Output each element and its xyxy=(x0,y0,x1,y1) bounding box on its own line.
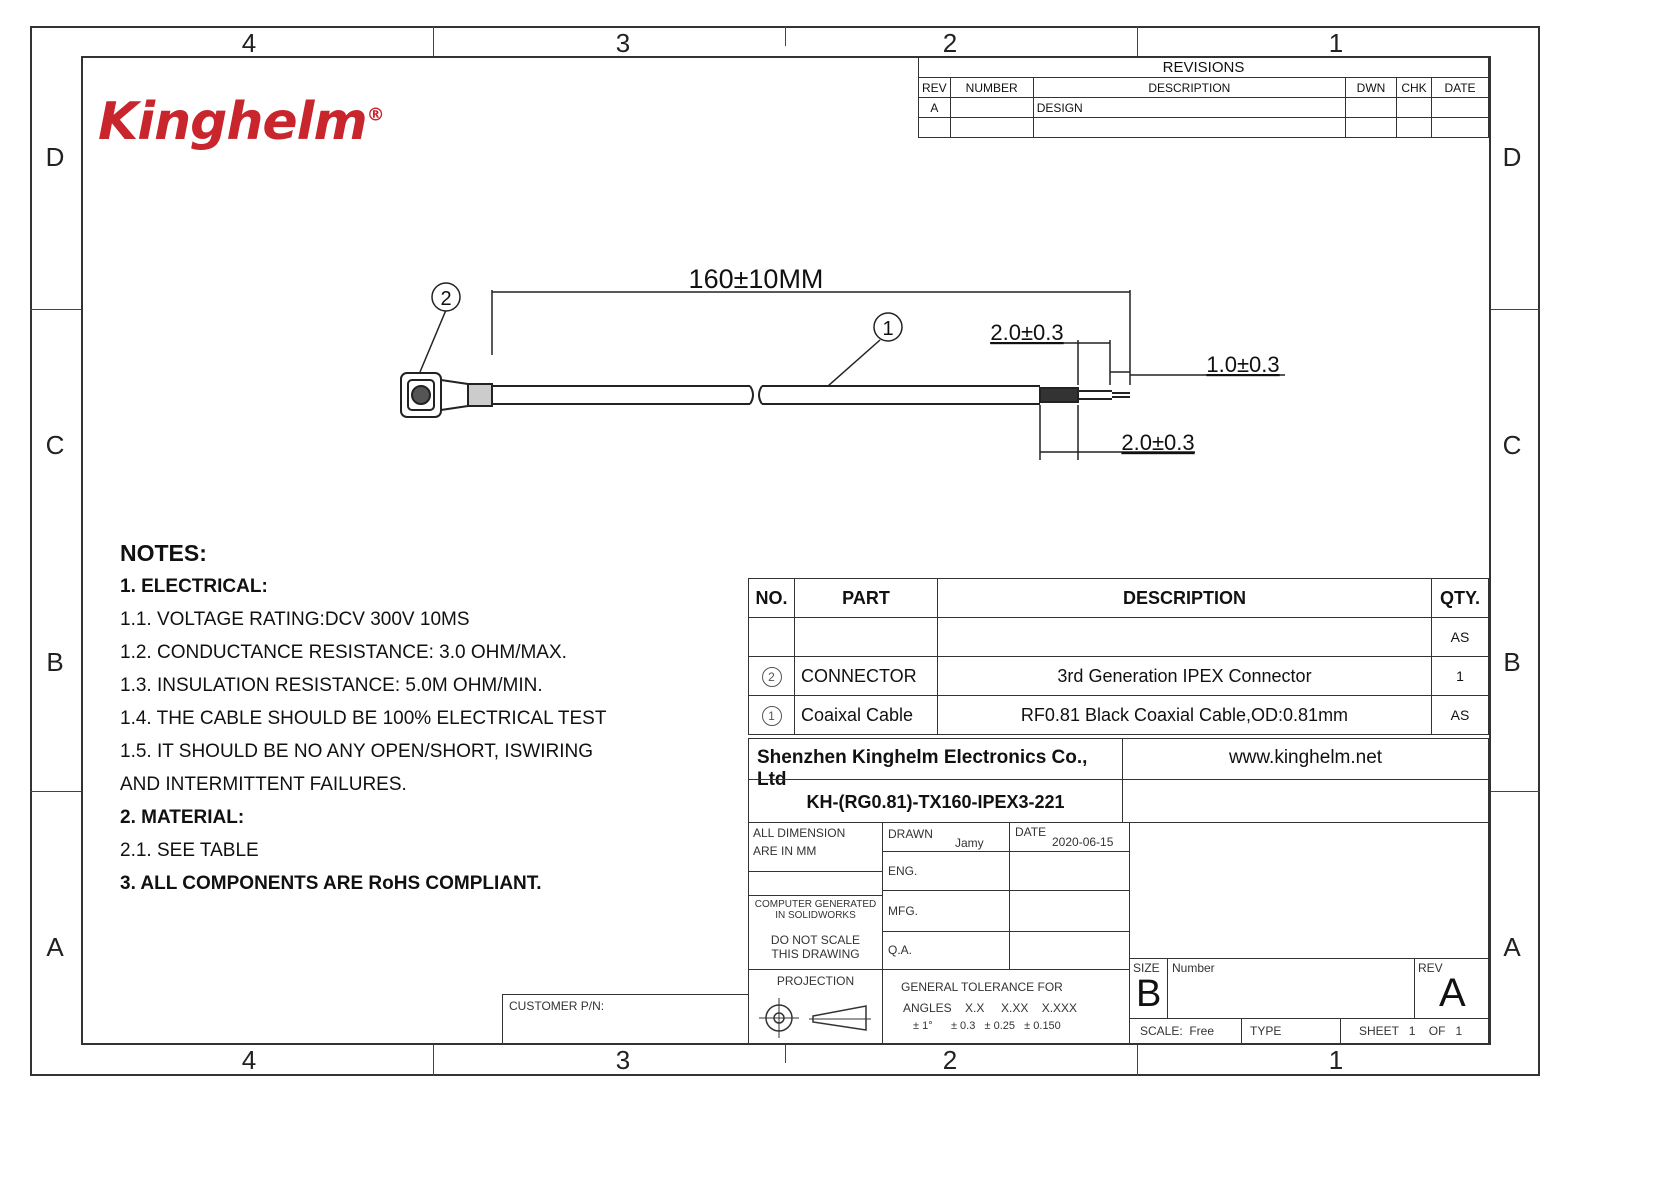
number-cell xyxy=(1167,958,1415,1019)
description-header: DESCRIPTION xyxy=(938,579,1432,618)
zone-col-label: 1 xyxy=(1328,28,1344,58)
tolerance-cell xyxy=(882,969,1130,1044)
size-cell xyxy=(1129,958,1168,1019)
blank-cell xyxy=(748,871,883,896)
balloon-cable-number: 1 xyxy=(882,318,894,340)
part-cell: Coaixal Cable xyxy=(795,696,938,735)
balloon-connector-number: 2 xyxy=(440,288,452,310)
notes-section xyxy=(120,537,606,900)
are-in-mm-label: ARE IN MM xyxy=(753,844,817,858)
note-line: 1.2. CONDUCTANCE RESISTANCE: 3.0 OHM/MAX. xyxy=(120,642,567,663)
all-dimension-label: ALL DIMENSION xyxy=(753,826,846,840)
number-header: NUMBER xyxy=(950,78,1033,98)
table-row xyxy=(749,618,1489,657)
zone-row-label: B xyxy=(1503,647,1521,677)
scale-cell xyxy=(1129,1018,1242,1044)
qty-cell: AS xyxy=(1432,618,1489,657)
title-block-blank xyxy=(1129,822,1489,959)
cable-body xyxy=(492,386,1130,404)
qty-cell: AS xyxy=(1432,696,1489,735)
number-label: Number xyxy=(1172,961,1215,975)
customer-pn-label: CUSTOMER P/N: xyxy=(509,999,605,1013)
zone-row-label: C xyxy=(45,430,65,460)
zone-col-label: 2 xyxy=(942,28,958,58)
company-name: Shenzhen Kinghelm Electronics Co., Ltd xyxy=(748,738,1123,780)
qa-cell xyxy=(882,931,1010,970)
zone-row-label: B xyxy=(46,647,64,677)
note-line: AND INTERMITTENT FAILURES. xyxy=(120,774,407,795)
in-solidworks-label: IN SOLIDWORKS xyxy=(775,910,856,921)
sheet-label: SHEET 1 OF 1 xyxy=(1359,1024,1463,1038)
dwn-header: DWN xyxy=(1346,78,1397,98)
note-line: 1.3. INSULATION RESISTANCE: 5.0M OHM/MIN. xyxy=(120,675,543,696)
rev-cell xyxy=(1414,958,1489,1019)
solidworks-cell xyxy=(748,895,883,970)
description-cell: DESIGN xyxy=(1033,98,1345,118)
description-cell: RF0.81 Black Coaxial Cable,OD:0.81mm xyxy=(938,696,1432,735)
zone-col-label: 4 xyxy=(241,1045,257,1075)
qty-header: QTY. xyxy=(1432,579,1489,618)
size-label: SIZE xyxy=(1133,961,1160,975)
date-header: DATE xyxy=(1432,78,1489,98)
rev-value: A xyxy=(1439,971,1466,1015)
eng-label: ENG. xyxy=(888,864,918,878)
mfg-sign-cell xyxy=(1009,890,1130,932)
customer-pn-cell xyxy=(502,994,749,1044)
overall-length-label: 160±10MM xyxy=(688,264,824,294)
website: www.kinghelm.net xyxy=(1122,738,1489,780)
qa-label: Q.A. xyxy=(888,943,913,957)
projection-label: PROJECTION xyxy=(776,974,855,988)
center-conductor-dimension: 1.0±0.3 xyxy=(1206,352,1280,377)
item-number: 1 xyxy=(762,706,782,726)
title-block-blank xyxy=(1122,779,1489,823)
eng-sign-cell xyxy=(1009,851,1130,891)
note-line: 1.4. THE CABLE SHOULD BE 100% ELECTRICAL TEST xyxy=(120,708,607,729)
third-angle-projection-icon xyxy=(751,994,881,1044)
note-line: 1.5. IT SHOULD BE NO ANY OPEN/SHORT, ISWIRING xyxy=(120,741,594,762)
ipex-connector-shape xyxy=(401,373,492,417)
notes-title: NOTES: xyxy=(120,540,207,566)
mfg-cell xyxy=(882,890,1010,932)
part-cell: CONNECTOR xyxy=(795,657,938,696)
rev-label: REV xyxy=(1418,961,1443,975)
dimension-cell xyxy=(748,822,883,872)
description-cell: 3rd Generation IPEX Connector xyxy=(938,657,1432,696)
part-header: PART xyxy=(795,579,938,618)
note-line: 1.1. VOLTAGE RATING:DCV 300V 10MS xyxy=(120,609,470,630)
zone-row-label: A xyxy=(46,932,64,962)
date-cell xyxy=(1009,822,1130,852)
zone-col-label: 4 xyxy=(241,28,257,58)
zone-col-label: 2 xyxy=(942,1045,958,1075)
date-value: 2020-06-15 xyxy=(1052,835,1114,849)
zone-col-label: 3 xyxy=(615,1045,631,1075)
projection-cell xyxy=(748,969,883,1044)
computer-generated-label: COMPUTER GENERATED xyxy=(754,899,877,910)
type-cell xyxy=(1241,1018,1341,1044)
mfg-label: MFG. xyxy=(888,904,918,918)
drawn-label: DRAWN xyxy=(888,827,933,841)
tolerance-headers: ANGLES X.X X.XX X.XXX xyxy=(903,1001,1078,1015)
date-label: DATE xyxy=(1015,825,1047,839)
eng-cell xyxy=(882,851,1010,891)
chk-header: CHK xyxy=(1397,78,1432,98)
note-rohs: 3. ALL COMPONENTS ARE RoHS COMPLIANT. xyxy=(120,873,542,894)
zone-col-label: 1 xyxy=(1328,1045,1344,1075)
zone-row-label: D xyxy=(1502,142,1522,172)
note-line: 2.1. SEE TABLE xyxy=(120,840,259,861)
scale-label: SCALE: Free xyxy=(1140,1024,1215,1038)
type-label: TYPE xyxy=(1250,1024,1282,1038)
no-header: NO. xyxy=(749,579,795,618)
zone-row-label: C xyxy=(1502,430,1522,460)
note-heading: 1. ELECTRICAL: xyxy=(120,576,268,597)
part-number: KH-(RG0.81)-TX160-IPEX3-221 xyxy=(748,779,1123,823)
tolerance-values: ± 1° ± 0.3 ± 0.25 ± 0.150 xyxy=(913,1020,1061,1032)
table-row xyxy=(749,696,1489,735)
size-value: B xyxy=(1136,973,1162,1015)
item-number: 2 xyxy=(762,667,782,687)
kinghelm-logo: Kinghelm® xyxy=(98,92,384,152)
parts-table xyxy=(748,578,1489,735)
rev-cell: A xyxy=(919,98,951,118)
qa-sign-cell xyxy=(1009,931,1130,970)
rev-header: REV xyxy=(919,78,951,98)
drawn-cell xyxy=(882,822,1010,852)
drawn-by: Jamy xyxy=(955,836,984,850)
tolerance-title: GENERAL TOLERANCE FOR xyxy=(901,980,1063,994)
note-heading: 2. MATERIAL: xyxy=(120,807,245,828)
revisions-title: REVISIONS xyxy=(919,58,1489,78)
strip-dimension-top: 2.0±0.3 xyxy=(990,320,1064,345)
zone-col-label: 3 xyxy=(615,28,631,58)
description-header: DESCRIPTION xyxy=(1033,78,1345,98)
sheet-cell xyxy=(1340,1018,1489,1044)
this-drawing-label: THIS DRAWING xyxy=(771,947,860,961)
do-not-scale-label: DO NOT SCALE xyxy=(770,933,861,947)
strip-dimension-bottom: 2.0±0.3 xyxy=(1121,430,1195,455)
table-row xyxy=(749,657,1489,696)
qty-cell: 1 xyxy=(1432,657,1489,696)
zone-row-label: D xyxy=(45,142,65,172)
zone-row-label: A xyxy=(1503,932,1521,962)
